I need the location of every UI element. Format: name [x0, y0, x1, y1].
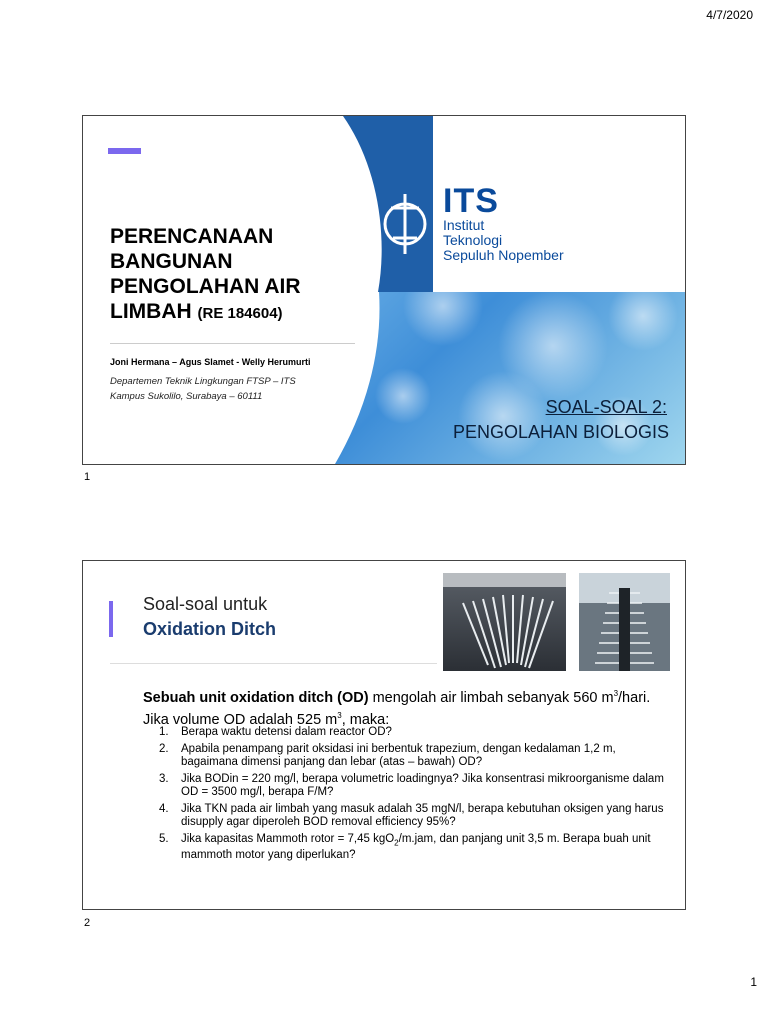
list-item: 1. Berapa waktu detensi dalam reactor OD? [159, 726, 392, 738]
print-date: 4/7/2020 [706, 8, 753, 22]
title-divider [110, 343, 355, 344]
rotor-photo-2 [579, 573, 670, 671]
slide-2 [82, 560, 686, 910]
slide-title-line-2: Oxidation Ditch [143, 619, 277, 639]
course-code: (RE 184604) [197, 305, 283, 322]
logo-abbr: ITS [443, 182, 499, 220]
page-number: 1 [750, 975, 757, 989]
its-logo [443, 184, 564, 263]
rotor-photo-1 [443, 573, 566, 671]
list-item: 5. Jika kapasitas Mammoth rotor = 7,45 kgO$_2$/m.jam, dan panjang unit 3,5 m. Berapa buah unit mammoth motor yang diperlukan? [159, 832, 651, 862]
title-divider [110, 663, 437, 664]
logo-line-3: Sepuluh Nopember [443, 247, 564, 263]
slide-number-2: 2 [84, 917, 91, 929]
list-item: 2. Apabila penampang parit oksidasi ini berbentuk trapezium, dengan kedalaman 1,2 m, bagaimana dimensi panjang dan lebar (atas – bawah) OD? [159, 742, 616, 768]
question-list [143, 726, 668, 866]
logo-line-1: Institut [443, 217, 485, 233]
authors: Joni Hermana – Agus Slamet - Welly Herumurti [110, 357, 311, 367]
logo-line-2: Teknologi [443, 232, 503, 248]
campus-address: Kampus Sukolilo, Surabaya – 60111 [110, 391, 263, 402]
affiliation [110, 374, 296, 404]
slide-1 [82, 115, 686, 465]
subtitle-line-1: SOAL-SOAL 2: [545, 397, 667, 417]
accent-bar [108, 148, 141, 154]
slide-number-1: 1 [84, 471, 91, 483]
department: Departemen Teknik Lingkungan FTSP – ITS [110, 376, 296, 387]
list-item: 3. Jika BODin = 220 mg/l, berapa volumetric loadingnya? Jika konsentrasi mikroorganisme dalam OD = 3500 mg/l, berapa F/M? [159, 772, 664, 798]
slide-title-line-1: Soal-soal untuk [143, 594, 268, 614]
slide-title: PERENCANAAN BANGUNAN PENGOLAHAN AIR LIMBAH (RE 184604) [110, 225, 301, 323]
subtitle-line-2: PENGOLAHAN BIOLOGIS [452, 422, 669, 442]
list-item: 4. Jika TKN pada air limbah yang masuk adalah 35 mgN/l, berapa kebutuhan oksigen yang harus disupply agar diperoleh BOD removal efficiency 95%? [159, 802, 664, 828]
accent-bar-vertical [109, 601, 113, 637]
problem-statement: Sebuah unit oxidation ditch (OD) mengolah air limbah sebanyak 560 $m^3$/hari. Jika volume OD adalah 525 $m^3$, maka: [143, 689, 651, 728]
